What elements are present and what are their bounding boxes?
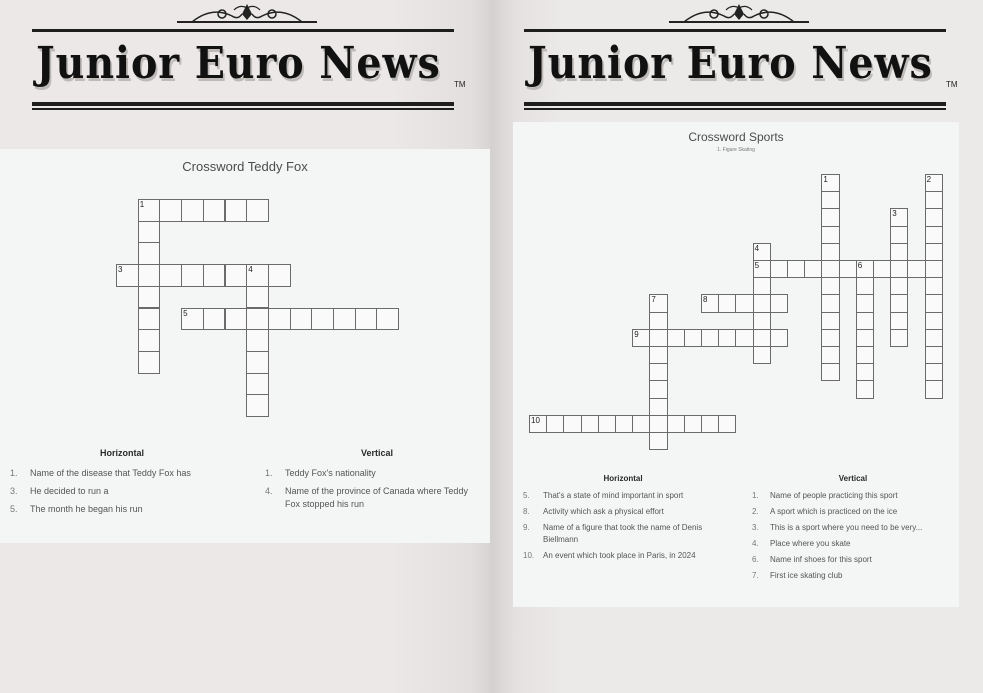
crossword-cell[interactable]	[821, 191, 839, 209]
crossword-cell[interactable]	[925, 174, 943, 192]
crossword-cell[interactable]	[159, 199, 182, 222]
crossword-cell[interactable]	[649, 329, 667, 347]
clue-item: 4. Name of the province of Canada where Teddy Fox stopped his run	[265, 486, 468, 509]
crossword-cell[interactable]	[856, 277, 874, 295]
crossword-cell[interactable]	[203, 264, 226, 287]
crossword-cell[interactable]	[856, 260, 874, 278]
crossword-cell[interactable]	[632, 329, 650, 347]
crossword-cell[interactable]	[615, 415, 633, 433]
crossword-cell[interactable]	[839, 260, 857, 278]
crossword-cell[interactable]	[268, 264, 291, 287]
clue-item: 2. A sport which is practiced on the ice	[752, 507, 898, 516]
clue-item: 1. Name of the disease that Teddy Fox has	[10, 468, 191, 478]
crossword-cell[interactable]	[925, 191, 943, 209]
masthead-left	[32, 0, 472, 120]
crossword-cell[interactable]	[925, 277, 943, 295]
crossword-cell[interactable]	[138, 199, 161, 222]
crossword-cell[interactable]	[203, 308, 226, 331]
crossword-cell[interactable]	[821, 277, 839, 295]
crossword-cell[interactable]	[890, 208, 908, 226]
horizontal-heading: Horizontal	[603, 474, 643, 483]
crossword-cell[interactable]	[581, 415, 599, 433]
crossword-cell[interactable]	[925, 243, 943, 261]
clue-item: 9. Name of a figure that took the name of Denis Biellmann	[523, 523, 703, 544]
crossword-cell[interactable]	[890, 312, 908, 330]
crossword-cell[interactable]	[701, 415, 719, 433]
clue-item: 1. Name of people practicing this sport	[752, 491, 898, 500]
crossword-cell[interactable]	[753, 312, 771, 330]
masthead-right	[524, 0, 964, 120]
crossword-cell[interactable]	[821, 312, 839, 330]
crossword-cell[interactable]	[649, 398, 667, 416]
vertical-heading: Vertical	[838, 474, 868, 483]
crossword-sports-card	[513, 122, 959, 607]
crossword-cell[interactable]	[355, 308, 378, 331]
clue-number: 4	[248, 265, 253, 275]
crossword-cell[interactable]	[649, 312, 667, 330]
crossword-cell[interactable]	[529, 415, 547, 433]
crossword-cell[interactable]	[181, 199, 204, 222]
crossword-cell[interactable]	[856, 346, 874, 364]
right-page	[491, 0, 983, 693]
crossword-cell[interactable]	[684, 329, 702, 347]
crossword-cell[interactable]	[138, 329, 161, 352]
crossword-cell[interactable]	[821, 363, 839, 381]
crossword-cell[interactable]	[890, 243, 908, 261]
clue-item: 8. Activity which ask a physical effort	[523, 507, 664, 516]
clue-number: 2	[926, 175, 932, 184]
clue-number: 5	[183, 308, 188, 318]
crossword-cell[interactable]	[246, 373, 269, 396]
crossword-cell[interactable]	[246, 199, 269, 222]
crossword-cell[interactable]	[770, 260, 788, 278]
clue-number: 5	[754, 261, 760, 270]
trademark: TM	[454, 80, 466, 89]
trademark: TM	[946, 80, 958, 89]
crossword-cell[interactable]	[225, 308, 248, 331]
clue-item: 3. This is a sport where you need to be very...	[752, 523, 923, 532]
crossword-cell[interactable]	[246, 264, 269, 287]
crossword-cell[interactable]	[246, 286, 269, 309]
crossword-cell[interactable]	[268, 308, 291, 331]
clue-number: 10	[531, 415, 540, 425]
crossword-cell[interactable]	[925, 380, 943, 398]
clue-item: 1. Teddy Fox's nationality	[265, 468, 376, 478]
crossword-cell[interactable]	[701, 329, 719, 347]
crossword-cell[interactable]	[138, 286, 161, 309]
crossword-cell[interactable]	[753, 346, 771, 364]
left-page	[0, 0, 491, 693]
crossword-cell[interactable]	[116, 264, 139, 287]
clue-item: 7. First ice skating club	[752, 571, 843, 580]
crossword-cell[interactable]	[667, 415, 685, 433]
clue-number: 4	[754, 243, 760, 253]
bottom-rule-thin	[524, 108, 946, 110]
crossword-cell[interactable]	[925, 260, 943, 278]
crossword-cell[interactable]	[925, 363, 943, 381]
crossword-cell[interactable]	[753, 329, 771, 347]
crossword-cell[interactable]	[290, 308, 313, 331]
crossword-cell[interactable]	[684, 415, 702, 433]
clue-number: 6	[857, 261, 863, 270]
crossword-cell[interactable]	[138, 242, 161, 265]
clue-number: 3	[892, 209, 897, 219]
crossword-cell[interactable]	[753, 243, 771, 261]
horizontal-heading: Horizontal	[100, 448, 144, 458]
crossword-cell[interactable]	[649, 363, 667, 381]
bottom-rule	[32, 102, 454, 106]
crossword-cell[interactable]	[718, 294, 736, 312]
crossword-cell[interactable]	[735, 294, 753, 312]
top-rule	[524, 29, 946, 32]
crossword-cell[interactable]	[821, 174, 839, 192]
crossword-cell[interactable]	[804, 260, 822, 278]
crossword-cell[interactable]	[856, 312, 874, 330]
crossword-cell[interactable]	[925, 294, 943, 312]
crossword-cell[interactable]	[246, 394, 269, 417]
clue-item: 6. Name inf shoes for this sport	[752, 555, 872, 564]
crossword-cell[interactable]	[667, 329, 685, 347]
vertical-heading: Vertical	[360, 448, 394, 458]
scroll-ornament-icon	[172, 2, 322, 26]
crossword-cell[interactable]	[821, 260, 839, 278]
crossword-cell[interactable]	[770, 294, 788, 312]
crossword-cell[interactable]	[333, 308, 356, 331]
clue-number: 9	[634, 329, 639, 339]
crossword-cell[interactable]	[821, 346, 839, 364]
crossword-cell[interactable]	[649, 346, 667, 364]
scroll-ornament-icon	[664, 2, 814, 26]
newspaper-title: Junior Euro News	[528, 38, 933, 89]
crossword-cell[interactable]	[890, 260, 908, 278]
bottom-rule-thin	[32, 108, 454, 110]
crossword-teddy-fox-card	[0, 149, 490, 543]
clue-number: 3	[118, 265, 123, 275]
newspaper-title: Junior Euro News	[36, 38, 441, 89]
crossword-cell[interactable]	[225, 199, 248, 222]
clue-number: 1	[823, 175, 828, 184]
crossword-cell[interactable]	[138, 308, 161, 331]
crossword-cell[interactable]	[311, 308, 334, 331]
top-rule	[32, 29, 454, 32]
clue-number: 7	[651, 295, 656, 305]
crossword-cell[interactable]	[821, 329, 839, 347]
crossword-cell[interactable]	[925, 312, 943, 330]
crossword-cell[interactable]	[225, 264, 248, 287]
crossword-cell[interactable]	[753, 260, 771, 278]
crossword-cell[interactable]	[649, 380, 667, 398]
crossword-cell[interactable]	[856, 294, 874, 312]
crossword-cell[interactable]	[735, 329, 753, 347]
crossword-cell[interactable]	[649, 432, 667, 450]
crossword-cell[interactable]	[649, 415, 667, 433]
crossword-cell[interactable]	[821, 294, 839, 312]
crossword-cell[interactable]	[246, 329, 269, 352]
crossword-cell[interactable]	[925, 329, 943, 347]
clue-item: 3. He decided to run a	[10, 486, 109, 496]
crossword-cell[interactable]	[856, 329, 874, 347]
crossword-cell[interactable]	[821, 226, 839, 244]
crossword-cell[interactable]	[890, 226, 908, 244]
crossword-cell[interactable]	[632, 415, 650, 433]
crossword-cell[interactable]	[246, 308, 269, 331]
crossword-cell[interactable]	[138, 264, 161, 287]
crossword-cell[interactable]	[890, 294, 908, 312]
crossword-cell[interactable]	[718, 329, 736, 347]
crossword-cell[interactable]	[701, 294, 719, 312]
crossword-cell[interactable]	[598, 415, 616, 433]
crossword-cell[interactable]	[925, 208, 943, 226]
crossword-cell[interactable]	[718, 415, 736, 433]
crossword-cell[interactable]	[159, 264, 182, 287]
crossword-cell[interactable]	[925, 346, 943, 364]
crossword-cell[interactable]	[181, 308, 204, 331]
crossword-cell[interactable]	[753, 277, 771, 295]
crossword-cell[interactable]	[856, 363, 874, 381]
clue-item: 5. That's a state of mind important in sport	[523, 491, 684, 500]
bottom-rule	[524, 102, 946, 106]
crossword-cell[interactable]	[246, 351, 269, 374]
crossword-cell[interactable]	[563, 415, 581, 433]
crossword-cell[interactable]	[649, 294, 667, 312]
crossword-cell[interactable]	[181, 264, 204, 287]
crossword-cell[interactable]	[821, 208, 839, 226]
crossword-cell[interactable]	[753, 294, 771, 312]
puzzle-title: Crossword Sports	[688, 130, 784, 144]
crossword-cell[interactable]	[770, 329, 788, 347]
crossword-cell[interactable]	[203, 199, 226, 222]
puzzle-subtitle: 1. Figure Skating	[717, 147, 755, 153]
crossword-cell[interactable]	[821, 243, 839, 261]
crossword-cell[interactable]	[856, 380, 874, 398]
crossword-cell[interactable]	[890, 329, 908, 347]
puzzle-title: Crossword Teddy Fox	[182, 159, 308, 174]
crossword-cell[interactable]	[787, 260, 805, 278]
crossword-cell[interactable]	[890, 277, 908, 295]
clue-item: 10. An event which took place in Paris, in 2024	[523, 551, 696, 560]
crossword-cell[interactable]	[138, 351, 161, 374]
clue-item: 4. Place where you skate	[752, 539, 851, 548]
clue-number: 1	[139, 200, 145, 209]
crossword-cell[interactable]	[376, 308, 399, 331]
crossword-cell[interactable]	[138, 221, 161, 244]
crossword-cell[interactable]	[925, 226, 943, 244]
clue-item: 5. The month he began his run	[10, 504, 143, 514]
clue-number: 8	[703, 295, 708, 305]
crossword-cell[interactable]	[873, 260, 891, 278]
crossword-cell[interactable]	[907, 260, 925, 278]
crossword-cell[interactable]	[546, 415, 564, 433]
